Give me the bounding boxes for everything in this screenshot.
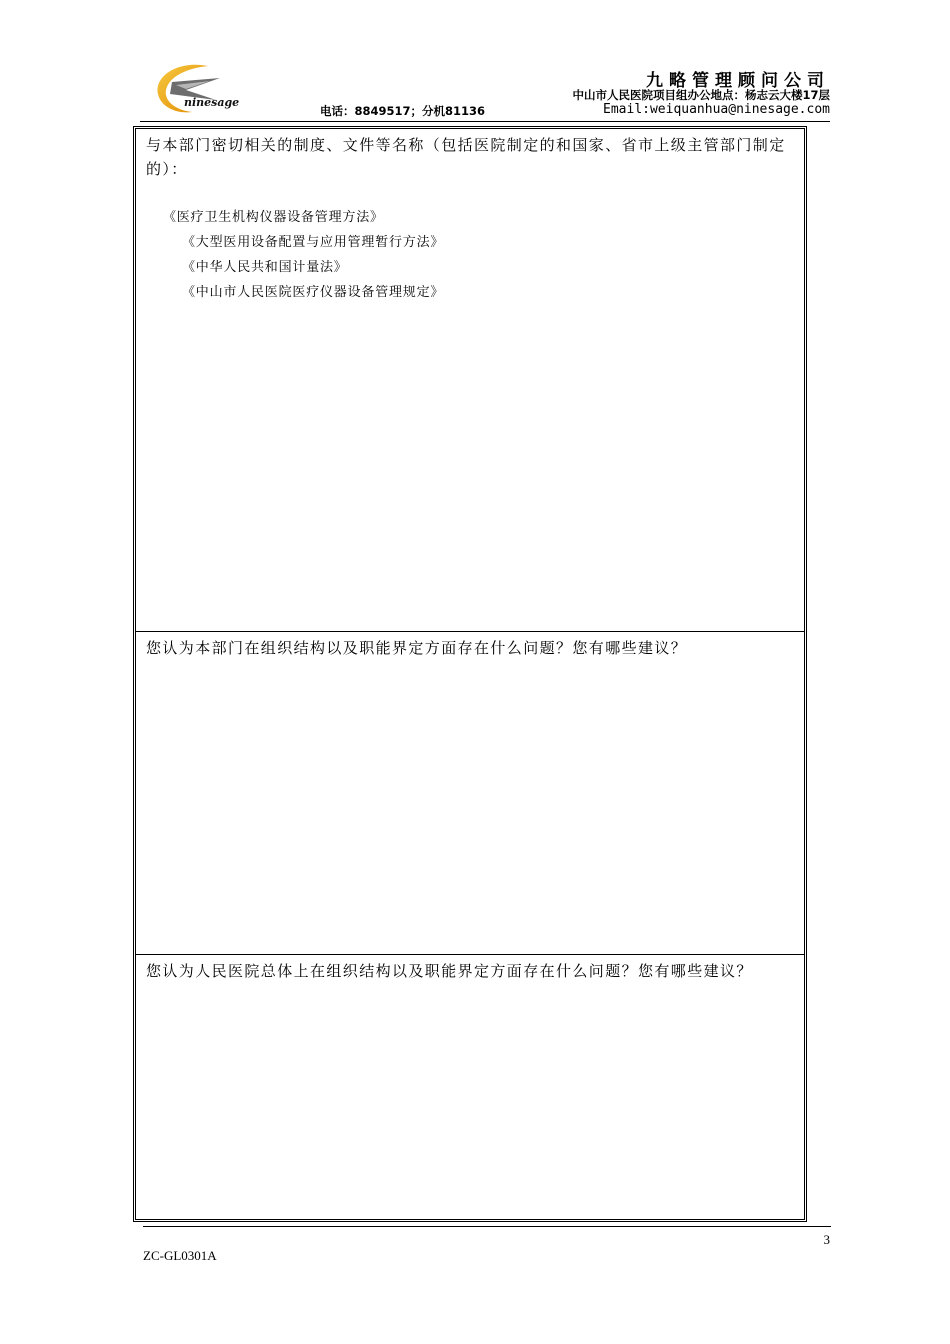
footer-divider: [143, 1226, 831, 1227]
phone-number: 电话：8849517；分机81136: [320, 104, 486, 118]
page-number: 3: [823, 1232, 830, 1247]
questionnaire-form: [133, 126, 807, 1222]
department-issues-section[interactable]: [136, 632, 804, 955]
email-address: Email:weiquanhua@ninesage.com: [603, 102, 830, 117]
company-logo-icon: [150, 60, 268, 118]
company-name: 九略管理顾问公司: [646, 71, 830, 91]
hospital-issues-section[interactable]: [136, 955, 804, 1219]
list-item: 《大型医用设备配置与应用管理暂行方法》: [182, 235, 445, 250]
header-divider: [140, 121, 830, 122]
office-address: 中山市人民医院项目组办公地点：杨志云大楼17层: [572, 88, 830, 102]
related-documents-section: [136, 129, 804, 632]
list-item: 《中山市人民医院医疗仪器设备管理规定》: [182, 285, 445, 300]
document-code: ZC-GL0301A: [143, 1248, 217, 1263]
logo-wordmark: ninesage: [184, 96, 240, 109]
document-list: [136, 205, 804, 305]
list-item: 《中华人民共和国计量法》: [182, 260, 348, 275]
hospital-issues-question: 您认为人民医院总体上在组织结构以及职能界定方面存在什么问题？您有哪些建议？: [146, 962, 753, 980]
related-documents-question: 与本部门密切相关的制度、文件等名称（包括医院制定的和国家、省市上级主管部门制定的）：: [146, 136, 786, 178]
department-issues-question: 您认为本部门在组织结构以及职能界定方面存在什么问题？您有哪些建议？: [146, 639, 688, 657]
list-item: 《医疗卫生机构仪器设备管理方法》: [163, 210, 384, 225]
